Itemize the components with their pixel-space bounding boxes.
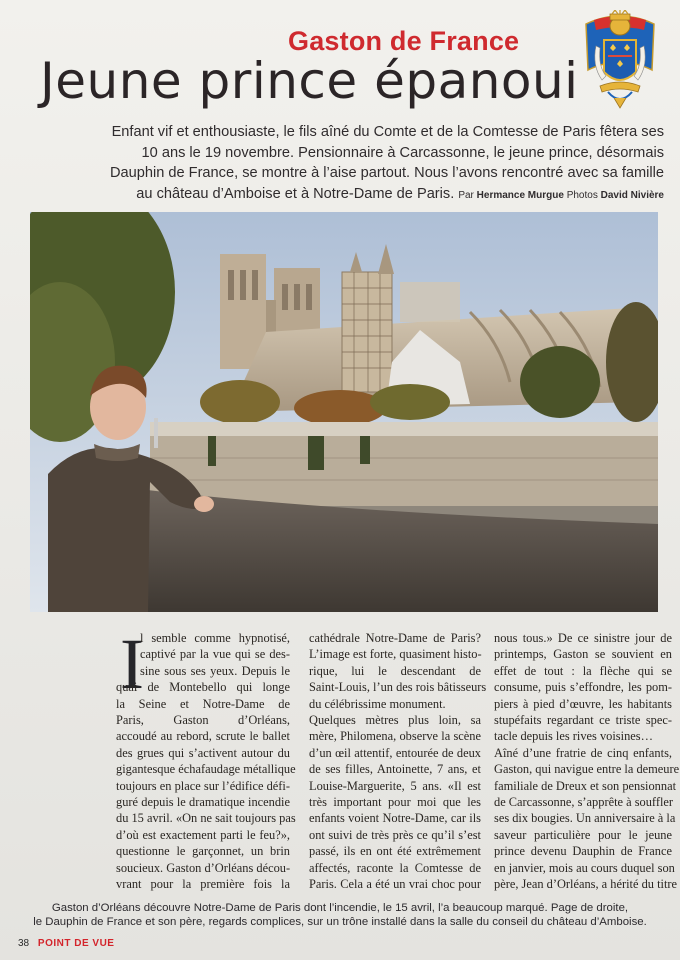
article-column-2 (309, 630, 487, 893)
column-line: saveur particulière pour le jeune (494, 827, 672, 842)
column-line: d’où est exactement parti le feu?», (116, 827, 290, 842)
column-line: captivé par la vue qui se des- (140, 647, 290, 662)
column-line: en janvier, mois au cours duquel son (494, 860, 675, 875)
column-line: ses dix bougies. Un anniversaire à la (494, 811, 676, 826)
column-line: Quelques mètres plus loin, sa (309, 713, 481, 728)
column-line: Saint-Louis, l’un des rois bâtisseurs (309, 680, 487, 695)
column-line: vrant pour la première fois la (116, 877, 290, 892)
column-line: consume, puis s’effondre, les pom- (494, 680, 672, 695)
article-photo (30, 212, 658, 612)
byline-author: Hermance Murgue (476, 189, 564, 201)
article-column-1 (116, 630, 296, 893)
byline-par-label: Par (458, 189, 474, 201)
byline-photos-label: Photos (566, 189, 598, 201)
column-line: stupéfaits regardant ce triste spec- (494, 713, 672, 728)
magazine-name: POINT DE VUE (37, 938, 115, 949)
column-line: de Carcassonne, s’apprête à souffler (494, 795, 674, 810)
column-line: affectés, raconte la Comtesse de (309, 860, 481, 875)
column-line: des grues qui s’activent autour du (116, 745, 290, 760)
article-intro (64, 122, 664, 206)
column-line: l semble comme hypnotisé, (140, 631, 290, 645)
column-line: de ses filles, Antoinette, 7 ans, et (309, 762, 481, 777)
column-line: prince devenu Dauphin de France (494, 844, 672, 859)
column-line: très important pour moi que les (309, 795, 481, 810)
column-line: Paris. Cela a été un vrai choc pour (309, 877, 481, 892)
article-kicker: Gaston de France (288, 26, 520, 56)
photo-caption (0, 902, 680, 929)
column-line: du célébrissime monument. (309, 696, 446, 711)
column-line: du 15 avril. «On ne sait toujours pas (116, 811, 296, 826)
column-line: printemps, Gaston se souvient en (494, 647, 672, 662)
column-line: Paris, Gaston d’Orléans, (116, 713, 290, 728)
intro-line: Dauphin de France, se montre à l’aise partout. Nous l’avons rencontré avec sa famille (109, 165, 664, 181)
column-line: Louise-Marguerite, 5 ans. «Il est (309, 778, 481, 793)
drop-cap: I (120, 624, 144, 704)
column-line: père, Jean d’Orléans, a hérité du titre (494, 877, 678, 892)
column-line: familiale de Dreux et son pensionnat (494, 778, 677, 793)
article-column-3 (494, 630, 680, 893)
byline-photographer: David Nivière (600, 189, 664, 201)
coat-of-arms-icon (582, 10, 658, 110)
column-line: passé, ils en ont été extrêmement (309, 844, 481, 859)
column-line: accoudé au rebord, scrute le ballet (116, 729, 290, 744)
column-line: ont suivi de très près ce qu’il s’est (309, 827, 481, 842)
column-line: la Seine et Notre-Dame de (116, 696, 290, 711)
column-line: L’image est forte, quasiment histo- (309, 647, 482, 662)
caption-line: Gaston d’Orléans découvre Notre-Dame de Paris dont l’incendie, le 15 avril, l’a beaucoup marqué. Page de droite, (51, 902, 629, 914)
column-line: piers à pied d’œuvre, les habitants (494, 696, 672, 711)
column-line: mère, Philomena, observe la scène (309, 729, 481, 744)
column-line: gigantesque échafaudage métallique (116, 762, 296, 777)
column-line: sine sous ses yeux. Depuis le (140, 663, 290, 678)
column-line: tacle depuis les rives voisines… (494, 729, 653, 744)
column-line: rique, lui le descendant de (309, 663, 481, 678)
article-title: Jeune prince épanoui (40, 52, 579, 110)
intro-line-text: au château d’Amboise et à Notre-Dame de Paris. (136, 185, 455, 202)
column-line: d’un œil attentif, entourée de deux (309, 745, 481, 760)
caption-line: le Dauphin de France et son père, regards complices, sur un trône installé dans la salle du conseil du château d’Amboise. (33, 915, 647, 928)
column-line: enfants voient Notre-Dame, car ils (309, 811, 481, 826)
column-line: questionne le garçonnet, un brin (116, 844, 290, 859)
page-footer (18, 938, 114, 949)
byline (458, 190, 664, 201)
column-line: toujours en place sur l’édifice défi- (116, 778, 290, 793)
notre-dame-photo (30, 212, 658, 612)
intro-line: Enfant vif et enthousiaste, le fils aîné du Comte et de la Comtesse de Paris fêtera ses (111, 124, 664, 140)
column-line: guré depuis le dramatique incendie (116, 795, 290, 810)
column-line: effet de tout : la flèche qui se (494, 663, 672, 678)
intro-line-last (64, 184, 664, 207)
intro-line: 10 ans le 19 novembre. Pensionnaire à Carcassonne, le jeune prince, désormais (141, 144, 664, 161)
page-number: 38 (18, 938, 30, 949)
column-line: quai de Montebello qui longe (116, 680, 290, 695)
column-line: Aîné d’une fratrie de cinq enfants, (494, 745, 672, 760)
column-line: soucieux. Gaston d’Orléans décou- (116, 860, 291, 875)
column-line: Gaston, qui navigue entre la demeure (494, 762, 680, 777)
column-line: cathédrale Notre-Dame de Paris? (309, 631, 481, 645)
column-line: nous tous.» De ce sinistre jour de (494, 631, 672, 645)
